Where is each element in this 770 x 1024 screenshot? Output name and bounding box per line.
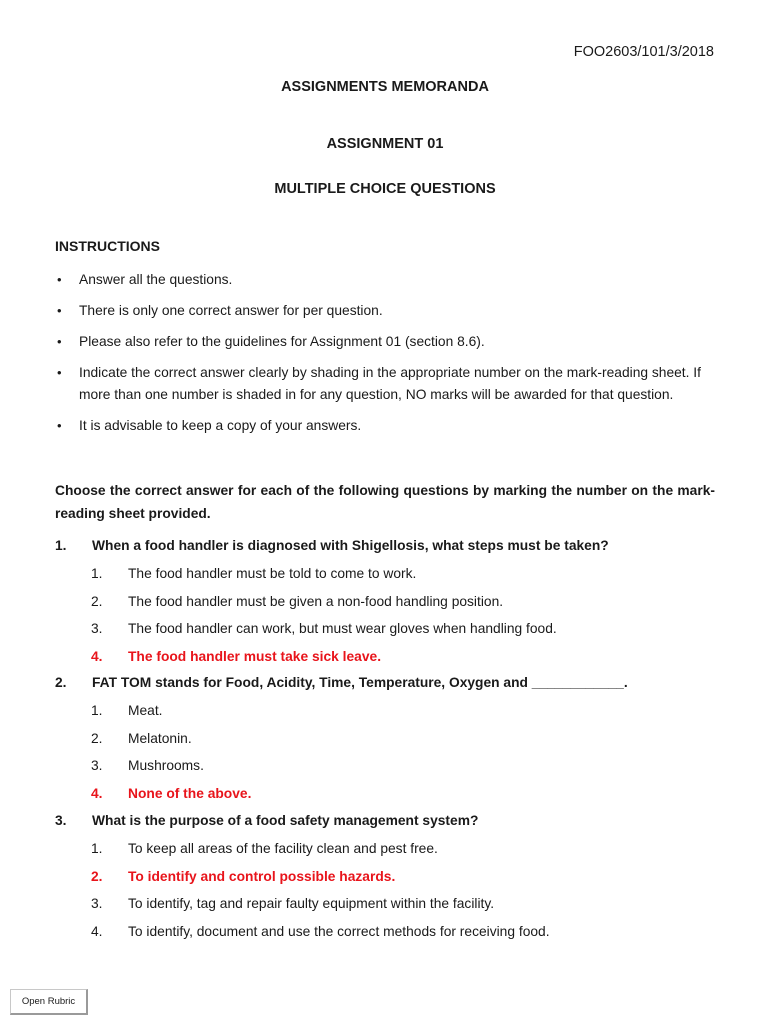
question-2 bbox=[55, 675, 735, 807]
option-number: 3. bbox=[91, 896, 103, 911]
option-number: 2. bbox=[91, 593, 103, 609]
question-prompt: Choose the correct answer for each of the following questions by marking the number on the mark-reading sheet provided. bbox=[55, 483, 715, 521]
question-text: What is the purpose of a food safety management system? bbox=[92, 813, 479, 828]
question-text: FAT TOM stands for Food, Acidity, Time, Temperature, Oxygen and ____________. bbox=[92, 675, 628, 690]
option-number: 4. bbox=[91, 785, 103, 801]
option-number: 4. bbox=[91, 648, 103, 664]
option-number: 3. bbox=[91, 621, 103, 636]
option-number: 1. bbox=[91, 841, 103, 856]
correct-option-item bbox=[55, 863, 735, 891]
bullet-icon: • bbox=[57, 418, 62, 433]
option-text: The food handler can work, but must wear gloves when handling food. bbox=[128, 621, 557, 636]
instructions-title: INSTRUCTIONS bbox=[55, 238, 160, 254]
option-text: Melatonin. bbox=[128, 730, 192, 746]
question-number: 3. bbox=[55, 813, 67, 828]
document-reference: FOO2603/101/3/2018 bbox=[573, 44, 714, 60]
option-item bbox=[55, 752, 735, 780]
option-text: Meat. bbox=[128, 703, 163, 718]
option-item bbox=[55, 588, 735, 616]
option-item bbox=[55, 890, 735, 918]
option-text: The food handler must be told to come to work. bbox=[128, 566, 417, 581]
document-title: ASSIGNMENTS MEMORANDA bbox=[281, 79, 489, 95]
option-item bbox=[55, 725, 735, 753]
question-header bbox=[55, 675, 735, 697]
option-text: None of the above. bbox=[128, 785, 252, 801]
option-number: 2. bbox=[91, 868, 103, 884]
instruction-item bbox=[55, 300, 725, 322]
instruction-item bbox=[55, 362, 725, 406]
open-rubric-button[interactable]: Open Rubric bbox=[10, 989, 88, 1015]
option-text: The food handler must be given a non-food handling position. bbox=[128, 593, 504, 609]
options-list bbox=[55, 697, 735, 807]
instruction-text: Indicate the correct answer clearly by shading in the appropriate number on the mark-reading sheet. If more than one number is shaded in for any question, NO marks will be awarded for that question. bbox=[79, 365, 701, 402]
option-text: To identify, document and use the correct methods for receiving food. bbox=[128, 923, 550, 939]
option-number: 2. bbox=[91, 730, 103, 746]
options-list bbox=[55, 560, 735, 670]
question-header bbox=[55, 538, 735, 560]
correct-option-item bbox=[55, 643, 735, 671]
correct-option-item bbox=[55, 780, 735, 808]
option-text: To identify and control possible hazards. bbox=[128, 868, 396, 884]
question-number: 1. bbox=[55, 538, 67, 553]
bullet-icon: • bbox=[57, 365, 62, 380]
instruction-item bbox=[55, 415, 725, 437]
option-text: Mushrooms. bbox=[128, 758, 204, 773]
instruction-text: Answer all the questions. bbox=[79, 272, 233, 287]
option-number: 4. bbox=[91, 923, 103, 939]
assignment-heading: ASSIGNMENT 01 bbox=[326, 136, 444, 152]
option-item bbox=[55, 615, 735, 643]
question-3 bbox=[55, 813, 735, 945]
option-item bbox=[55, 560, 735, 588]
question-text: When a food handler is diagnosed with Shigellosis, what steps must be taken? bbox=[92, 538, 609, 553]
bullet-icon: • bbox=[57, 334, 62, 349]
option-number: 3. bbox=[91, 758, 103, 773]
bullet-icon: • bbox=[57, 272, 62, 287]
option-text: The food handler must take sick leave. bbox=[128, 648, 382, 664]
instruction-text: There is only one correct answer for per question. bbox=[79, 303, 383, 318]
option-text: To keep all areas of the facility clean and pest free. bbox=[128, 841, 438, 856]
question-number: 2. bbox=[55, 675, 67, 690]
instruction-item bbox=[55, 331, 725, 353]
section-heading: MULTIPLE CHOICE QUESTIONS bbox=[274, 181, 496, 197]
option-item bbox=[55, 697, 735, 725]
instruction-text: Please also refer to the guidelines for Assignment 01 (section 8.6). bbox=[79, 334, 485, 349]
question-header bbox=[55, 813, 735, 835]
question-1 bbox=[55, 538, 735, 670]
options-list bbox=[55, 835, 735, 945]
instruction-item bbox=[55, 269, 725, 291]
option-item bbox=[55, 918, 735, 946]
option-number: 1. bbox=[91, 703, 103, 718]
option-number: 1. bbox=[91, 566, 103, 581]
option-item bbox=[55, 835, 735, 863]
instructions-list bbox=[55, 269, 725, 446]
bullet-icon: • bbox=[57, 303, 62, 318]
option-text: To identify, tag and repair faulty equipment within the facility. bbox=[128, 896, 495, 911]
instruction-text: It is advisable to keep a copy of your answers. bbox=[79, 418, 362, 433]
